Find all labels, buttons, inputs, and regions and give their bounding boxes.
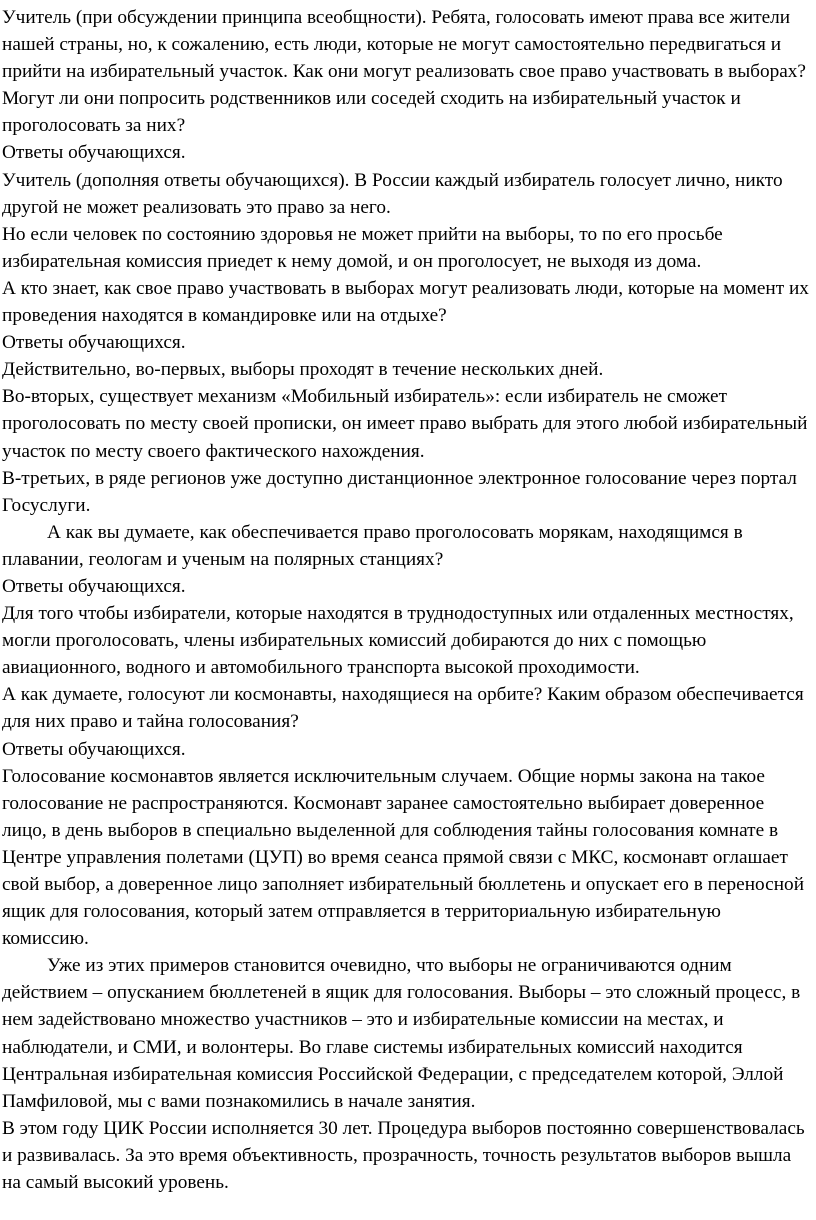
paragraph-home-voting: Но если человек по состоянию здоровья не может прийти на выборы, то по его просьбе избирательная комиссия приедет к нему домой, и он проголосует, не выходя из дома.: [2, 223, 723, 272]
paragraph-cosmonauts-question: А как думаете, голосуют ли космонавты, находящиеся на орбите? Каким образом обеспечивается для них право и тайна голосования?: [2, 684, 804, 733]
paragraph-mobile-voter: Во-вторых, существует механизм «Мобильный избиратель»: если избиратель не сможет проголосовать по месту своей прописки, он имеет право выбрать для этого любой избирательный участок по месту своего фактического нахождения.: [2, 386, 808, 462]
paragraph-remote-voting: В-третьих, в ряде регионов уже доступно дистанционное электронное голосование через портал Госуслуги.: [2, 467, 797, 516]
paragraph-remote-areas: Для того чтобы избиратели, которые находятся в труднодоступных или отдаленных местностях, могли проголосовать, члены избирательных комиссий добираются до них с помощью авиационного, водного и автомобильного транспорта высокой проходимости.: [2, 603, 794, 679]
paragraph-cec-anniversary: В этом году ЦИК России исполняется 30 лет. Процедура выборов постоянно совершенствовалась и развивалась. За это время объективность, прозрачность, точность результатов выборов вышла на самый высокий уровень.: [2, 1117, 805, 1194]
paragraph-students-answers: Ответы обучающихся.: [2, 738, 186, 760]
paragraph-teacher-personal-vote: Учитель (дополняя ответы обучающихся). В России каждый избиратель голосует лично, никто другой не может реализовать это право за него.: [2, 169, 783, 218]
paragraph-students-answers: Ответы обучающихся.: [2, 142, 186, 164]
paragraph-teacher-universality-question: Учитель (при обсуждении принципа всеобщности). Ребята, голосовать имеют права все жители нашей страны, но, к сожалению, есть люди, которые не могут самостоятельно передвигаться и прийти на избирательный участок. Как они могут реализовать свое право участвовать в выборах? Могут ли они попросить родственников или соседей сходить на избирательный участок и проголосовать за них?: [2, 7, 806, 137]
paragraph-firstly: Действительно, во-первых, выборы проходят в течение нескольких дней.: [2, 359, 604, 381]
paragraph-sailors-question: А как вы думаете, как обеспечивается право проголосовать морякам, находящимся в плавании, геологам и ученым на полярных станциях?: [2, 521, 743, 570]
paragraph-election-process: Уже из этих примеров становится очевидно, что выборы не ограничиваются одним действием – опусканием бюллетеней в ящик для голосования. Выборы – это сложный процесс, в нем задействовано множество участников – это и избирательные комиссии на местах, и наблюдатели, и СМИ, и волонтеры. Во главе системы избирательных комиссий находится Центральная избирательная комиссия Российской Федерации, с председателем которой, Эллой Памфиловой, мы с вами познакомились в начале занятия.: [2, 955, 801, 1112]
paragraph-students-answers: Ответы обучающихся.: [2, 332, 186, 354]
paragraph-travel-question: А кто знает, как свое право участвовать в выборах могут реализовать люди, которые на момент их проведения находятся в командировке или на отдыхе?: [2, 277, 809, 327]
paragraph-cosmonauts-voting: Голосование космонавтов является исключительным случаем. Общие нормы закона на такое голосование не распространяются. Космонавт заранее самостоятельно выбирает доверенное лицо, в день выборов в специально выделенной для соблюдения тайны голосования комнате в Центре управления полетами (ЦУП) во время сеанса прямой связи с МКС, космонавт оглашает свой выбор, а доверенное лицо заполняет избирательный бюллетень и опускает его в переносной ящик для голосования, который затем отправляется в территориальную избирательную комиссию.: [2, 765, 805, 950]
paragraph-students-answers: Ответы обучающихся.: [2, 575, 186, 597]
